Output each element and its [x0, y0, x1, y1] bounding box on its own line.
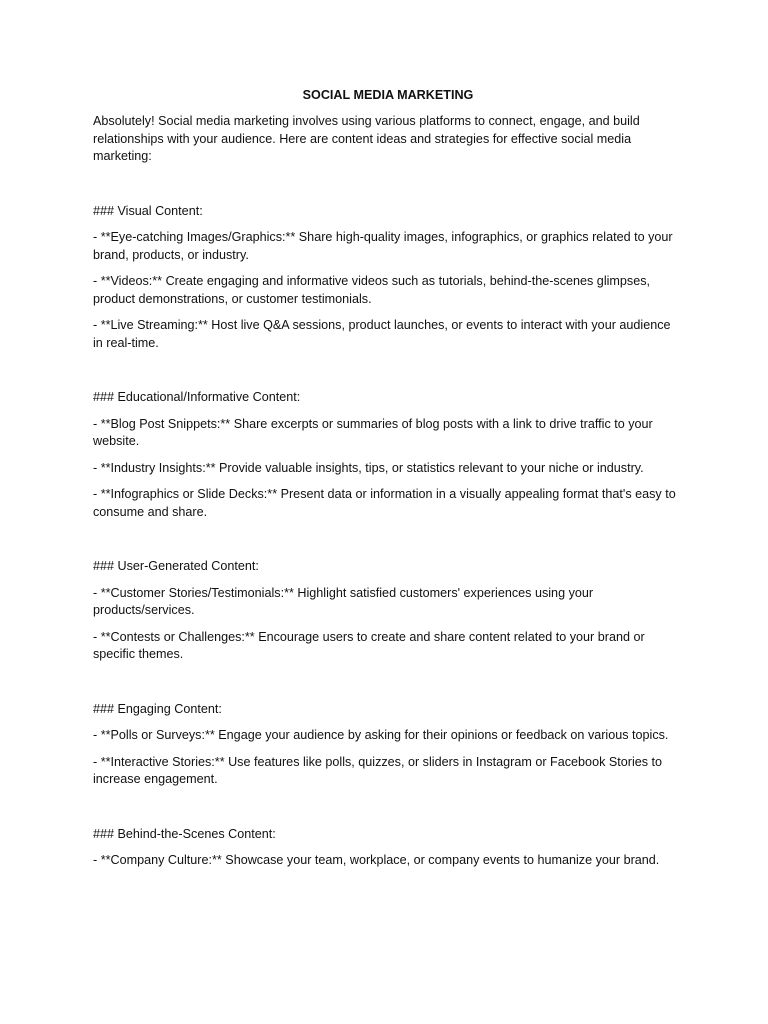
list-item: - **Interactive Stories:** Use features like polls, quizzes, or sliders in Instagram or Facebook Stories to increase engagement.	[93, 754, 663, 786]
section-heading: ### Behind-the-Scenes Content:	[93, 826, 276, 841]
section-educational-content	[93, 389, 683, 521]
document-content	[93, 87, 683, 870]
list-item: - **Customer Stories/Testimonials:** Highlight satisfied customers' experiences using your products/services.	[93, 585, 594, 617]
list-item: - **Contests or Challenges:** Encourage users to create and share content related to your brand or specific themes.	[93, 629, 645, 661]
section-heading: ### User-Generated Content:	[93, 559, 259, 573]
section-user-generated-content	[93, 558, 683, 664]
list-item: - **Eye-catching Images/Graphics:** Share high-quality images, infographics, or graphics related to your brand, products, or industry.	[93, 230, 673, 262]
list-item: - **Videos:** Create engaging and informative videos such as tutorials, behind-the-scenes glimpses, product demonstrations, or customer testimonials.	[93, 274, 651, 306]
list-item: - **Company Culture:** Showcase your team, workplace, or company events to humanize your brand.	[93, 853, 660, 867]
section-heading: ### Educational/Informative Content:	[93, 390, 301, 404]
intro-paragraph: Absolutely! Social media marketing involves using various platforms to connect, engage, and build relationships with your audience. Here are content ideas and strategies for effective social media marketing:	[93, 114, 640, 163]
list-item: - **Live Streaming:** Host live Q&A sessions, product launches, or events to interact with your audience in real-time.	[93, 318, 671, 350]
section-engaging-content	[93, 701, 683, 789]
document-title: SOCIAL MEDIA MARKETING	[302, 88, 474, 102]
list-item: - **Industry Insights:** Provide valuable insights, tips, or statistics relevant to your niche or industry.	[93, 460, 644, 475]
section-heading: ### Visual Content:	[93, 203, 203, 218]
list-item: - **Blog Post Snippets:** Share excerpts or summaries of blog posts with a link to drive traffic to your website.	[93, 416, 653, 448]
section-visual-content	[93, 203, 683, 353]
section-behind-the-scenes-content	[93, 826, 683, 870]
list-item: - **Infographics or Slide Decks:** Present data or information in a visually appealing format that's easy to consume and share.	[93, 487, 676, 519]
list-item: - **Polls or Surveys:** Engage your audience by asking for their opinions or feedback on various topics.	[93, 728, 669, 742]
section-heading: ### Engaging Content:	[93, 701, 222, 716]
